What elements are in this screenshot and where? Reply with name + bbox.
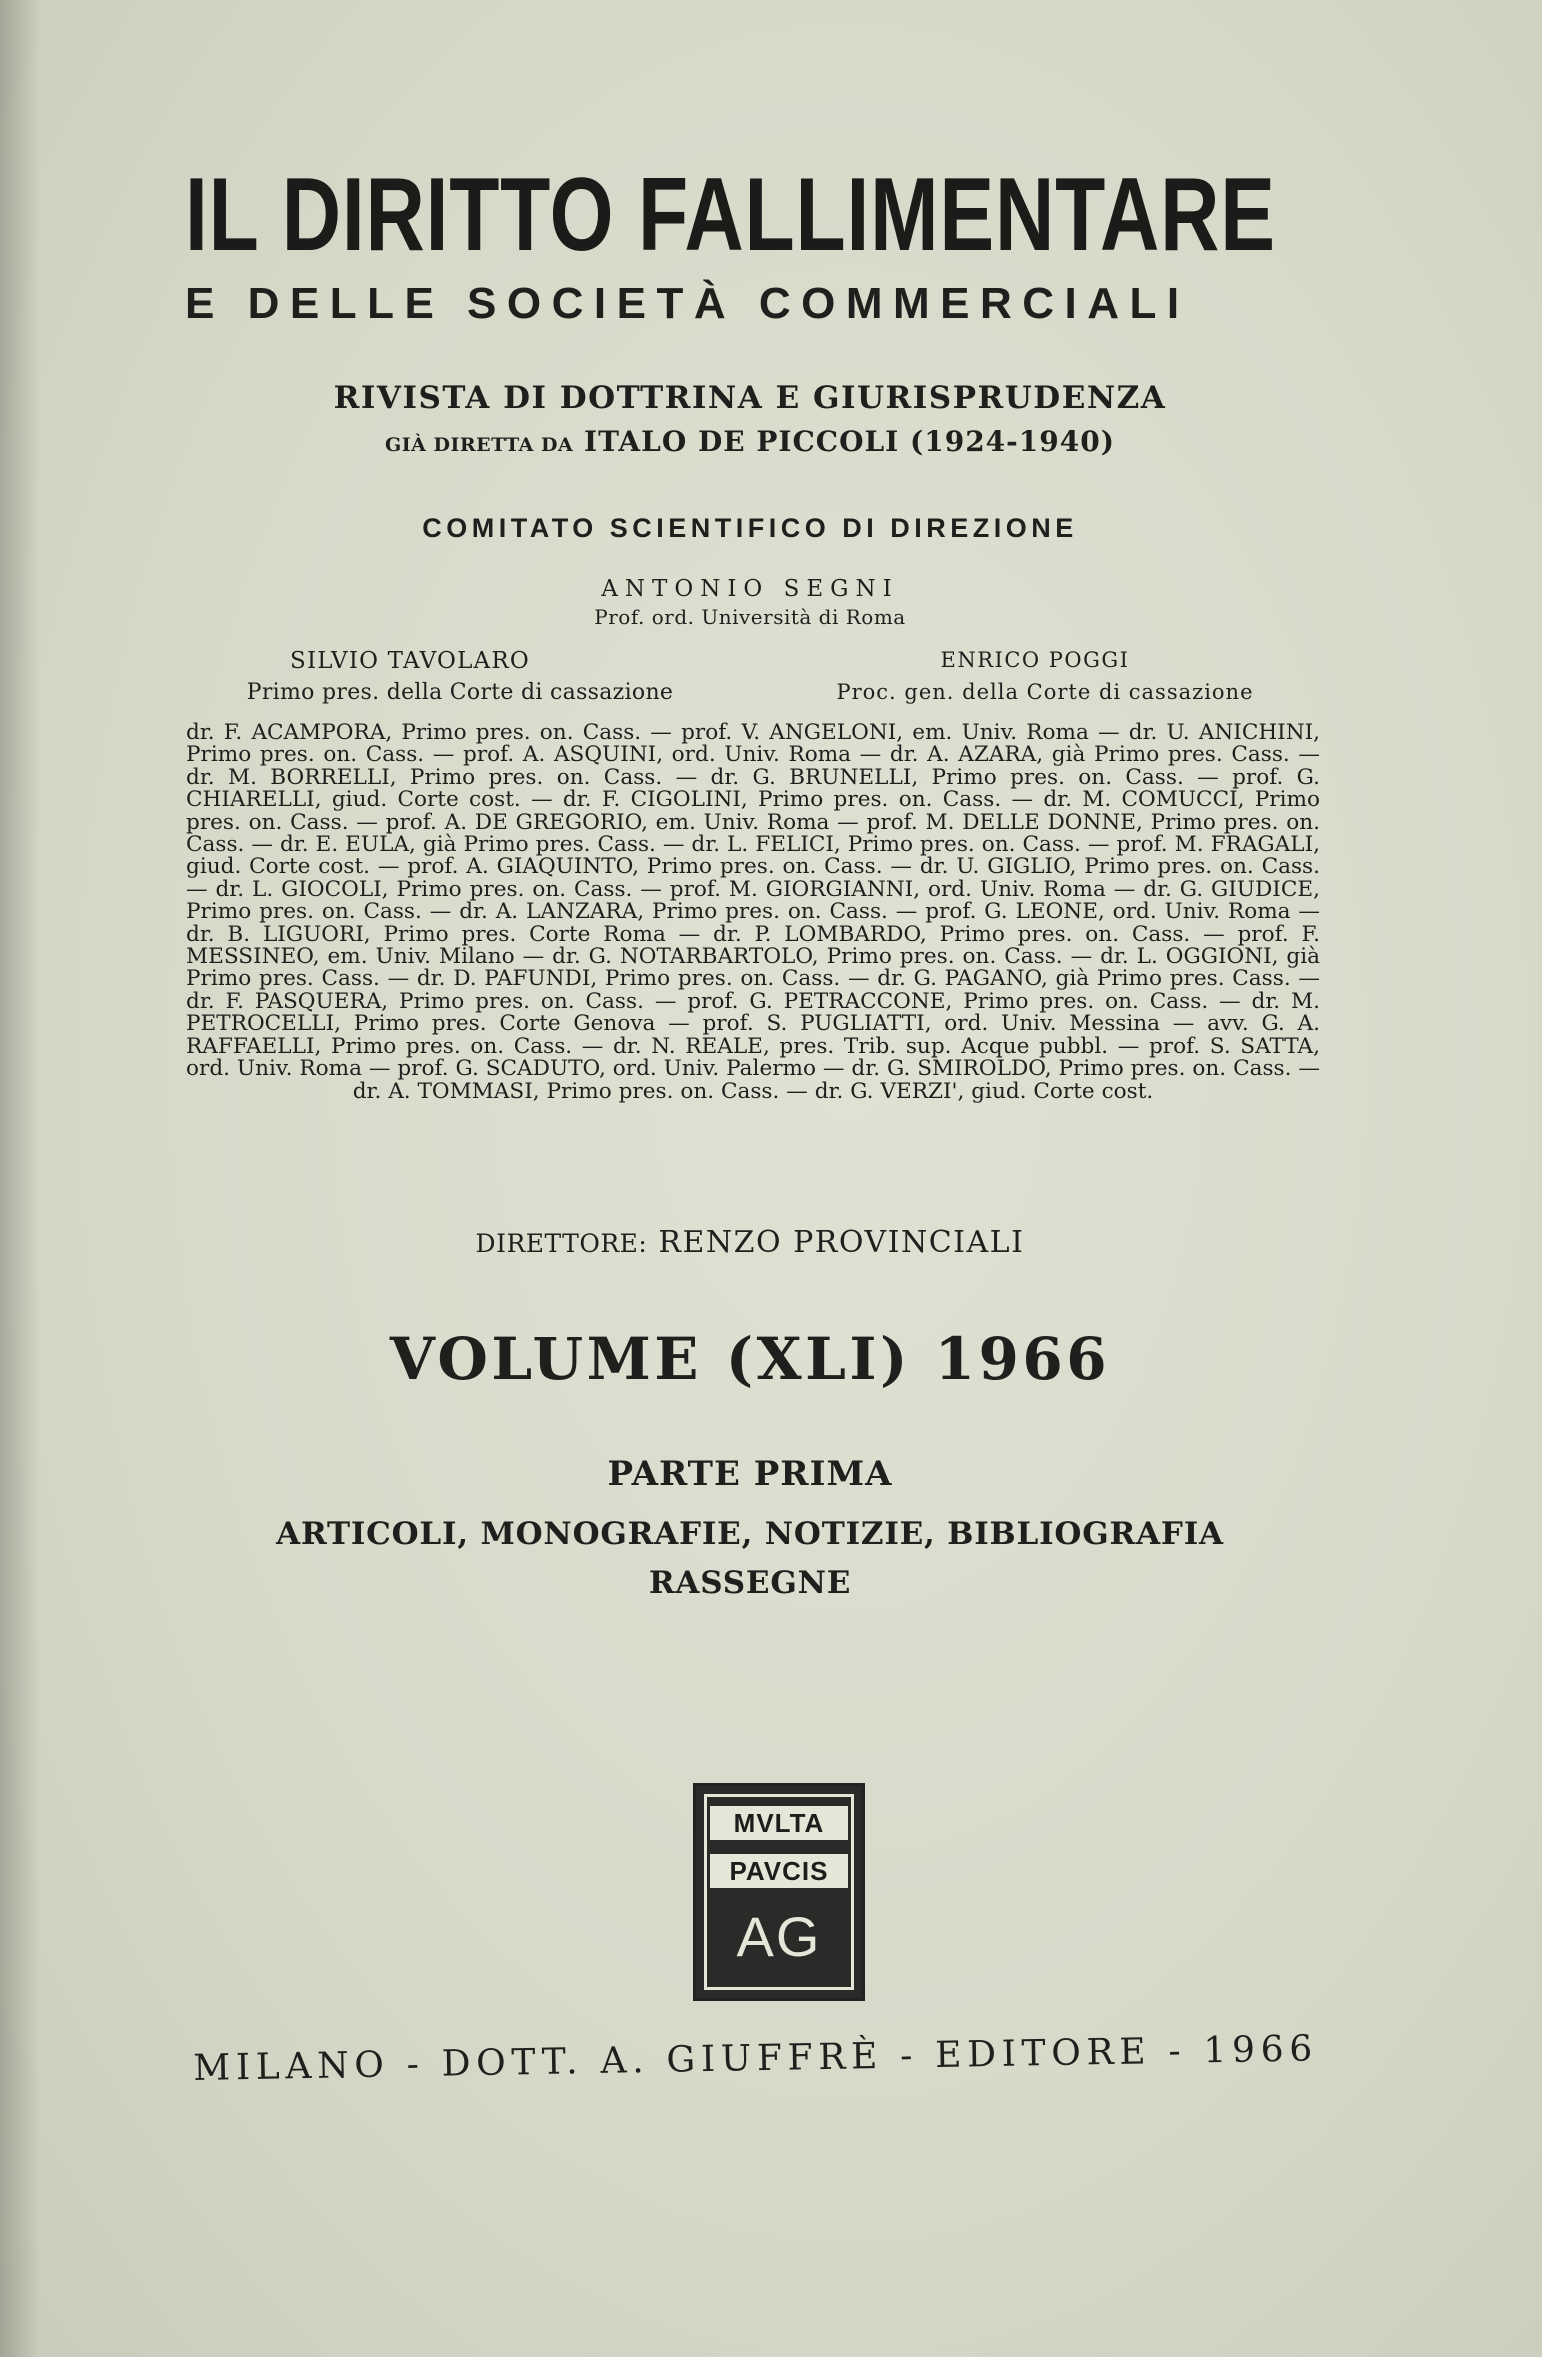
committee-chair-role: Prof. ord. Università di Roma [594, 605, 906, 629]
spine-shadow [0, 0, 40, 2357]
committee-member-poggi-name: ENRICO POGGI [940, 648, 1130, 672]
former-director-line [0, 425, 1500, 458]
volume-heading: VOLUME (XLI) 1966 [389, 1325, 1111, 1393]
committee-heading: COMITATO SCIENTIFICO DI DIREZIONE [422, 513, 1078, 543]
director-line [0, 1225, 1500, 1260]
committee-member-tavolaro-role: Primo pres. della Corte di cassazione [246, 680, 674, 705]
logo-line-1: MVLTA [710, 1806, 848, 1840]
journal-description: RIVISTA DI DOTTRINA E GIURISPRUDENZA [333, 380, 1167, 416]
contents-line-2: RASSEGNE [648, 1565, 852, 1601]
director-name: RENZO PROVINCIALI [658, 1225, 1025, 1260]
contents-line: ARTICOLI, MONOGRAFIE, NOTIZIE, BIBLIOGRAFIA [276, 1516, 1224, 1552]
former-director-prefix: GIÀ DIRETTA DA [385, 434, 574, 456]
former-director-name: ITALO DE PICCOLI (1924-1940) [584, 425, 1115, 458]
logo-monogram: AG [736, 1905, 822, 1968]
committee-member-poggi-role: Proc. gen. della Corte di cassazione [836, 680, 1254, 704]
committee-members-list: dr. F. ACAMPORA, Primo pres. on. Cass. — prof. V. ANGELONI, em. Univ. Roma — dr. U. ANICHINI, Primo pres. on. Cass. — prof. A. ASQUINI, ord. Univ. Roma — dr. A. AZARA, già Primo pres. Cass. — dr. M. BORRELLI, Primo pres. on. Cass. — dr. G. BRUNELLI, Primo pres. on. Cass. — prof. G. CHIARELLI, giud. Corte cost. — dr. F. CIGOLINI, Primo pres. on. Cass. — dr. M. COMUCCI, Primo pres. on. Cass. — prof. A. DE GREGORIO, em. Univ. Roma — prof. M. DELLE DONNE, Primo pres. on. Cass. — dr. E. EULA, già Primo pres. Cass. — dr. L. FELICI, Primo pres. on. Cass. — prof. M. FRAGALI, giud. Corte cost. — prof. A. GIAQUINTO, Primo pres. on. Cass. — dr. U. GIGLIO, Primo pres. on. Cass. — dr. L. GIOCOLI, Primo pres. on. Cass. — prof. M. GIORGIANNI, ord. Univ. Roma — dr. G. GIUDICE, Primo pres. on. Cass. — dr. A. LANZARA, Primo pres. on. Cass. — prof. G. LEONE, ord. Univ. Roma — dr. B. LIGUORI, Primo pres. Corte Roma — dr. P. LOMBARDO, Primo pres. on. Cass. — prof. F. MESSINEO, em. Univ. Milano — dr. G. NOTARBARTOLO, Primo pres. on. Cass. — dr. L. OGGIONI, già Primo pres. Cass. — dr. D. PAFUNDI, Primo pres. on. Cass. — dr. G. PAGANO, già Primo pres. Cass. — dr. F. PASQUERA, Primo pres. on. Cass. — prof. G. PETRACCONE, Primo pres. on. Cass. — dr. M. PETROCELLI, Primo pres. Corte Genova — prof. S. PUGLIATTI, ord. Univ. Messina — avv. G. A. RAFFAELLI, Primo pres. on. Cass. — dr. N. REALE, pres. Trib. sup. Acque pubbl. — prof. S. SATTA, ord. Univ. Roma — prof. G. SCADUTO, ord. Univ. Palermo — dr. G. SMIROLDO, Primo pres. on. Cass. — dr. A. TOMMASI, Primo pres. on. Cass. — dr. G. VERZI', giud. Corte cost. [186, 720, 1320, 1104]
director-label: DIRETTORE: [475, 1229, 648, 1258]
logo-line-2: PAVCIS [710, 1854, 848, 1888]
committee-member-tavolaro-name: SILVIO TAVOLARO [290, 648, 530, 674]
part-heading: PARTE PRIMA [607, 1454, 893, 1494]
publisher-imprint: MILANO - DOTT. A. GIUFFRÈ - EDITORE - 1966 [193, 2028, 1319, 2089]
publisher-logo [693, 1783, 865, 2001]
journal-title: IL DIRITTO FALLIMENTARE [185, 157, 1276, 273]
journal-subtitle: E DELLE SOCIETÀ COMMERCIALI [185, 279, 1190, 328]
committee-chair-name: ANTONIO SEGNI [601, 576, 899, 602]
